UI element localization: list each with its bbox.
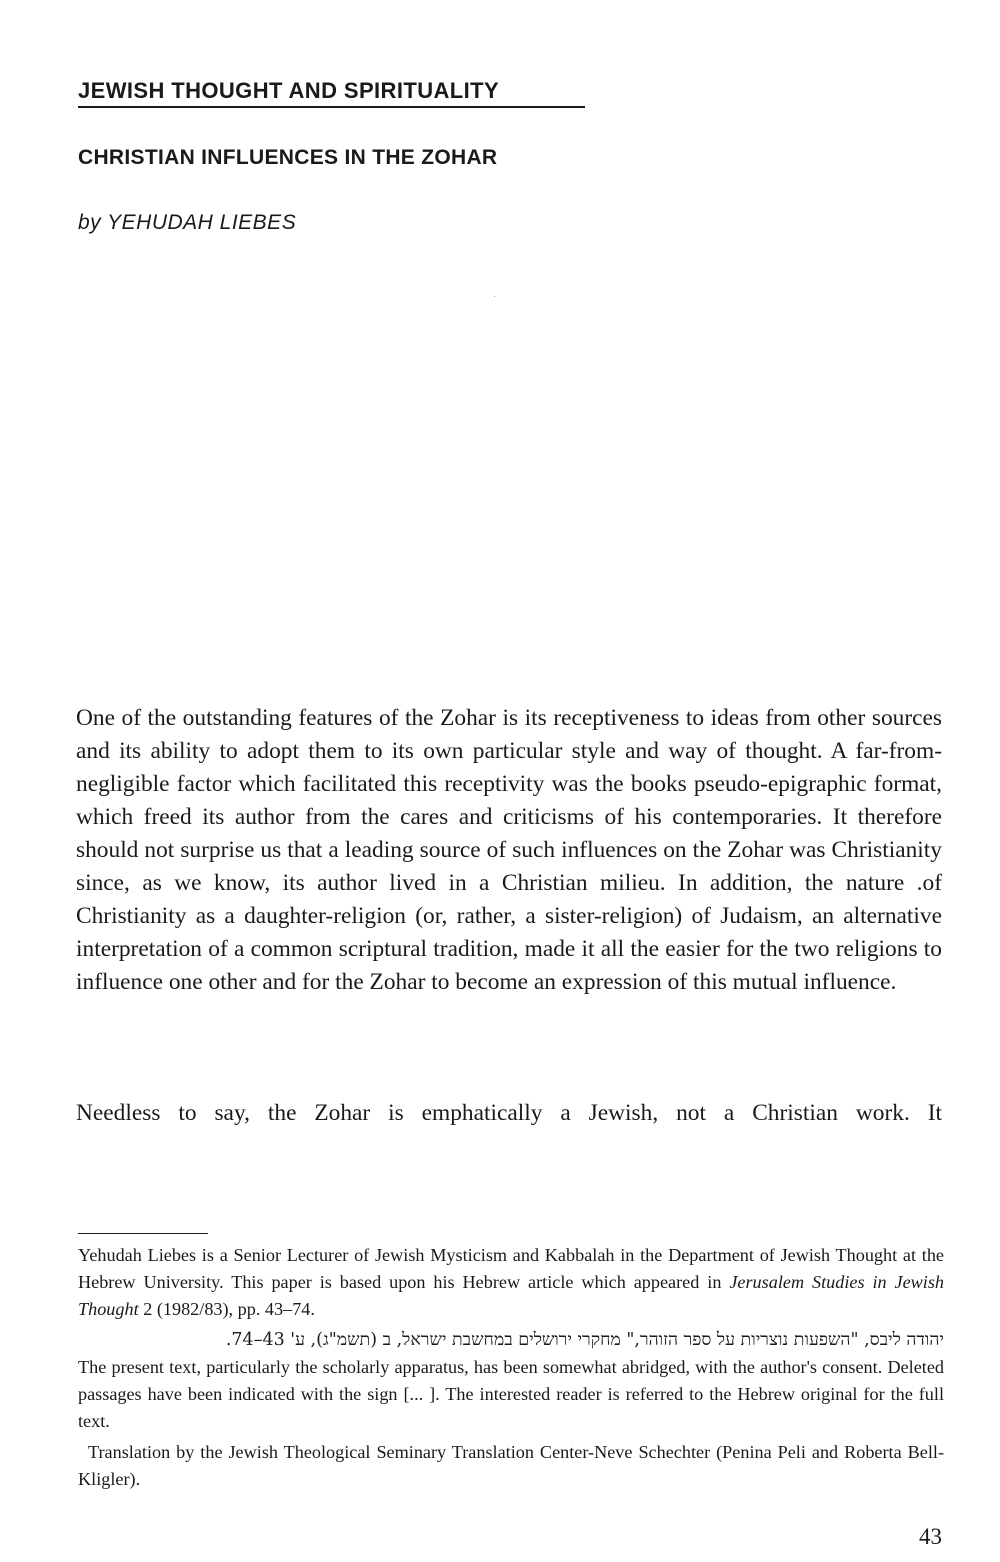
author-note-citation: 2 (1982/83), pp. 43–74.: [138, 1299, 315, 1319]
print-speck: [494, 296, 495, 297]
author-note-text: Yehudah Liebes is a Senior Lecturer of Jewish Mysticism and Kabbalah in the Department of Jewish Thought at the Hebrew University. This paper is based upon his Hebrew article which appeared in: [78, 1245, 944, 1292]
author-name: YEHUDAH LIEBES: [107, 211, 297, 234]
abridgement-note: The present text, particularly the scholarly apparatus, has been somewhat abridged, with the author's consent. Deleted passages have been indicated with the sign [... ]. The interested reader is referred to the Hebrew original for the full text.: [78, 1357, 944, 1431]
byline-prefix: by: [78, 211, 108, 234]
footnote-divider: [78, 1233, 208, 1234]
author-note: [78, 1242, 944, 1323]
body-paragraph: One of the outstanding features of the Zohar is its receptiveness to ideas from other sources and its ability to adopt them to its own particular style and way of thought. A far-from-negligible factor which facilitated this receptivity was the books pseudo-epigraphic format, which freed its author from the cares and criticisms of his contemporaries. It therefore should not surprise us that a leading source of such influences on the Zohar was Christianity since, as we know, its author lived in a Christian milieu. In addition, the nature .of Christianity as a daughter-religion (or, rather, a sister-religion) of Judaism, an alternative interpretation of a common scriptural tradition, made it all the easier for the two religions to influence one other and for the Zohar to become an expression of this mutual influence.: [76, 705, 942, 995]
translation-note: Translation by the Jewish Theological Seminary Translation Center-Neve Schechter (Penina Peli and Roberta Bell-Kligler).: [78, 1442, 944, 1489]
byline: [78, 211, 296, 235]
article-title: CHRISTIAN INFLUENCES IN THE ZOHAR: [78, 146, 498, 169]
journal-title: Jerusalem Studies in Jewish Thought: [78, 1272, 944, 1319]
page-number: 43: [919, 1524, 942, 1549]
hebrew-citation: יהודה ליבס, "השפעות נוצריות על ספר הזוהר," מחקרי ירושלים במחשבת ישראל, ב (תשמ"ג), ע' 43–74.: [225, 1330, 944, 1350]
running-head: JEWISH THOUGHT AND SPIRITUALITY: [78, 78, 585, 108]
body-paragraph: Needless to say, the Zohar is emphatically a Jewish, not a Christian work. It: [76, 1100, 942, 1126]
